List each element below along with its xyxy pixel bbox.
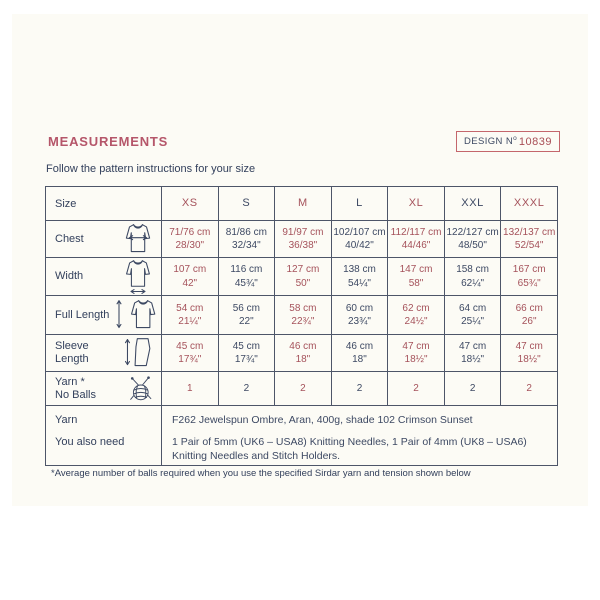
measurement-cell — [162, 221, 219, 258]
cm-value: 132/137 cm — [503, 226, 556, 238]
cm-value: 66 cm — [515, 302, 543, 314]
width-label-cell — [46, 258, 162, 296]
measurement-cell — [501, 296, 558, 335]
in-value: 58" — [408, 277, 424, 289]
sweater-hem-width-icon — [118, 259, 158, 295]
size-col-s: S — [218, 187, 275, 221]
balls-count-cell: 2 — [218, 372, 275, 406]
cm-value: 122/127 cm — [446, 226, 499, 238]
cm-value: 62 cm — [402, 302, 430, 314]
also-need-label: You also need — [55, 436, 125, 448]
design-number: 10839 — [518, 135, 552, 148]
chest-label: Chest — [55, 232, 84, 245]
in-value: 17¾" — [234, 354, 258, 365]
design-number-box — [456, 131, 560, 152]
cm-value: 127 cm — [286, 264, 320, 275]
cm-value: 58 cm — [289, 302, 317, 314]
measurement-cell — [218, 335, 275, 372]
size-header-row — [46, 187, 558, 221]
in-value: 18½" — [517, 354, 541, 365]
balls-count-cell: 2 — [388, 372, 445, 406]
sleeve-length-icon — [122, 336, 158, 370]
cm-value: 60 cm — [345, 302, 374, 314]
in-value: 18" — [352, 354, 367, 365]
measurement-cell — [331, 258, 388, 296]
measurement-cell — [162, 335, 219, 372]
measurement-cell — [162, 258, 219, 296]
size-col-xxxl: XXXL — [501, 187, 558, 221]
cm-value: 64 cm — [458, 302, 487, 314]
balls-count-cell: 2 — [275, 372, 332, 406]
measurement-cell — [331, 296, 388, 335]
in-value: 22" — [239, 316, 254, 327]
measurement-cell — [444, 258, 501, 296]
sleeve-length-row — [46, 335, 558, 372]
size-col-xxl: XXL — [444, 187, 501, 221]
yarn-balls-label: Yarn * No Balls — [55, 375, 96, 401]
page-title: MEASUREMENTS — [48, 134, 169, 149]
sleeve-length-label-cell — [46, 335, 162, 372]
in-value: 50" — [295, 277, 311, 289]
measurement-cell — [444, 221, 501, 258]
in-value: 22¾" — [291, 316, 315, 327]
size-col-xl: XL — [388, 187, 445, 221]
measurement-cell — [444, 296, 501, 335]
cm-value: 112/117 cm — [390, 226, 442, 238]
measurement-cell — [501, 221, 558, 258]
cm-value: 71/76 cm — [169, 226, 211, 238]
cm-value: 107 cm — [173, 264, 207, 275]
measurement-cell — [218, 221, 275, 258]
measurement-cell — [162, 296, 219, 335]
sweater-chest-width-icon — [118, 222, 158, 256]
measurements-table-wrap — [45, 186, 558, 466]
measurement-cell — [444, 335, 501, 372]
full-length-row — [46, 296, 558, 335]
cm-value: 102/107 cm — [333, 226, 386, 238]
cm-value: 116 cm — [230, 264, 263, 275]
in-value: 45¾" — [234, 277, 258, 289]
sleeve-length-label: Sleeve Length — [55, 340, 89, 365]
footnote: *Average number of balls required when you use the specified Sirdar yarn and tension shown below — [51, 468, 471, 479]
measurement-cell — [388, 221, 445, 258]
in-value: 36/38" — [288, 240, 318, 251]
width-row — [46, 258, 558, 296]
in-value: 18" — [295, 354, 311, 365]
measurement-cell — [275, 221, 332, 258]
cm-value: 91/97 cm — [282, 226, 324, 238]
in-value: 42" — [182, 277, 198, 289]
cm-value: 46 cm — [289, 340, 317, 352]
full-length-label: Full Length — [55, 308, 110, 321]
measurement-cell — [275, 335, 332, 372]
in-value: 48/50" — [458, 240, 487, 251]
measurement-cell — [275, 258, 332, 296]
yarn-balls-label-cell — [46, 372, 162, 406]
full-length-label-cell — [46, 296, 162, 335]
cm-value: 47 cm — [458, 340, 487, 352]
chest-row — [46, 221, 558, 258]
size-col-l: L — [331, 187, 388, 221]
yarn-ball-needles-icon — [122, 373, 158, 404]
sweater-full-length-icon — [114, 298, 158, 332]
design-no-label: DESIGN $N^o$ — [464, 135, 518, 148]
measurement-cell — [501, 335, 558, 372]
yarn-info-row — [46, 406, 558, 466]
yarn-balls-row — [46, 372, 558, 406]
in-value: 54¼" — [347, 277, 371, 289]
measurement-cell — [331, 335, 388, 372]
cm-value: 138 cm — [343, 264, 376, 275]
balls-count-cell: 2 — [501, 372, 558, 406]
measurements-table — [45, 186, 558, 466]
size-header-cell: Size — [46, 187, 162, 221]
cm-value: 56 cm — [232, 302, 260, 314]
in-value: 18½" — [461, 354, 485, 365]
in-value: 44/46" — [401, 240, 431, 251]
in-value: 62¼" — [461, 277, 485, 289]
yarn-info-label: Yarn — [55, 413, 78, 426]
balls-count-cell: 2 — [444, 372, 501, 406]
measurement-cell — [388, 335, 445, 372]
in-value: 25¼" — [461, 316, 485, 327]
in-value: 23¾" — [347, 316, 371, 327]
also-need-value: 1 Pair of 5mm (UK6 – USA8) Knitting Needles, 1 Pair of 4mm (UK8 – USA6) Knitting Needles and Stitch Holders. — [172, 436, 527, 462]
measurement-cell — [501, 258, 558, 296]
measurement-cell — [388, 296, 445, 335]
design-no-superscript: o — [513, 135, 518, 143]
measurement-cell — [388, 258, 445, 296]
in-value: 32/34" — [232, 240, 261, 251]
cm-value: 46 cm — [345, 340, 374, 352]
page-subtitle: Follow the pattern instructions for your size — [46, 163, 256, 175]
yarn-info-value-cell — [162, 406, 558, 466]
cm-value: 54 cm — [176, 302, 204, 314]
cm-value: 45 cm — [176, 340, 204, 352]
in-value: 65¾" — [517, 277, 541, 289]
in-value: 24½" — [404, 316, 428, 327]
cm-value: 47 cm — [515, 340, 543, 352]
in-value: 26" — [521, 316, 537, 327]
size-col-xs: XS — [162, 187, 219, 221]
yarn-info-value: F262 Jewelspun Ombre, Aran, 400g, shade 102 Crimson Sunset — [172, 413, 473, 426]
in-value: 40/42" — [345, 240, 374, 251]
cm-value: 81/86 cm — [225, 226, 267, 238]
in-value: 18½" — [404, 354, 428, 365]
balls-count-cell: 1 — [162, 372, 219, 406]
measurement-cell — [275, 296, 332, 335]
size-col-m: M — [275, 187, 332, 221]
cm-value: 45 cm — [232, 340, 260, 352]
cm-value: 147 cm — [399, 264, 433, 275]
cm-value: 158 cm — [456, 264, 489, 275]
balls-count-cell: 2 — [331, 372, 388, 406]
measurement-cell — [331, 221, 388, 258]
width-label: Width — [55, 270, 84, 282]
yarn-info-label-cell — [46, 406, 162, 466]
chest-label-cell — [46, 221, 162, 258]
cm-value: 47 cm — [402, 340, 430, 352]
in-value: 17¾" — [178, 354, 202, 365]
measurement-cell — [218, 296, 275, 335]
cm-value: 167 cm — [512, 264, 546, 275]
in-value: 28/30" — [175, 240, 205, 251]
in-value: 52/54" — [514, 240, 544, 251]
in-value: 21¼" — [178, 316, 202, 327]
measurement-cell — [218, 258, 275, 296]
